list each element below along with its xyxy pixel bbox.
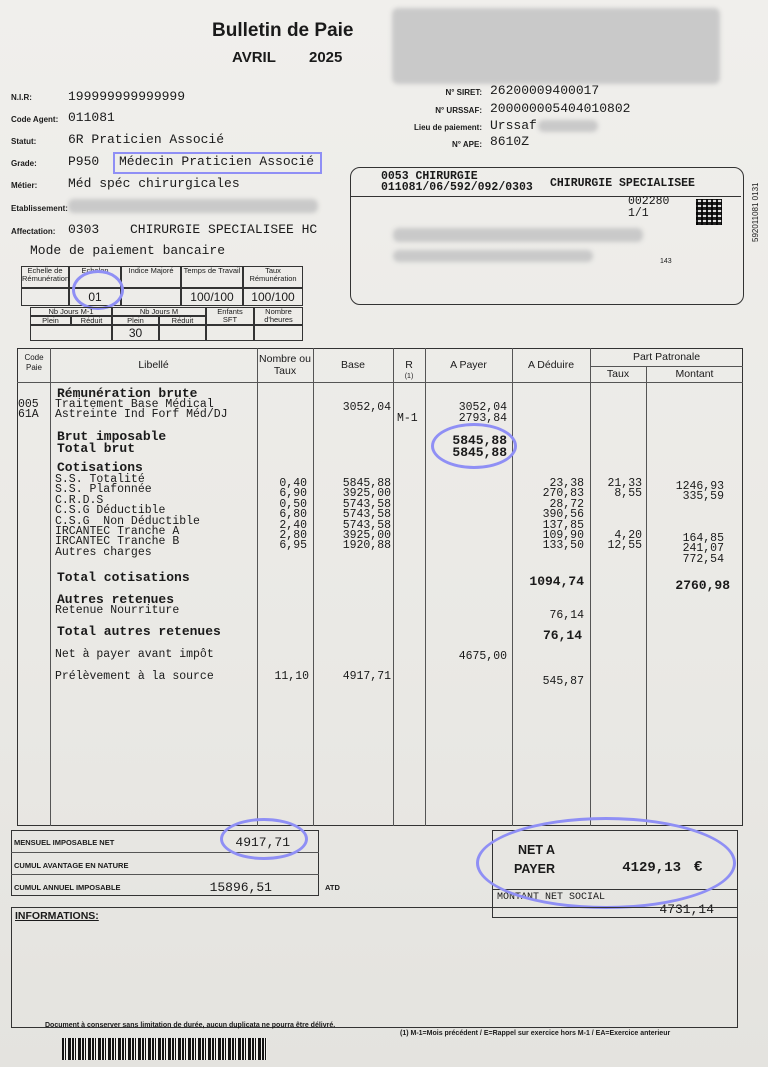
cot-taux-5: 2,40 bbox=[279, 518, 307, 532]
table-header-rule bbox=[17, 382, 743, 383]
nir-value: 199999999999999 bbox=[68, 89, 186, 104]
mensuel-highlight bbox=[220, 818, 308, 860]
pat-taux-blank-2 bbox=[590, 510, 642, 520]
indice-value bbox=[121, 288, 181, 306]
net-avant-impot-value: 4675,00 bbox=[458, 650, 507, 663]
cot-base-6: 3925,00 bbox=[342, 529, 391, 543]
rem-r: M-1 bbox=[397, 412, 418, 425]
informations-box bbox=[11, 907, 738, 1028]
urssaf-value: 200000005404010802 bbox=[490, 101, 631, 116]
reduit-value bbox=[159, 325, 206, 341]
section-cotisations: Cotisations bbox=[57, 460, 143, 475]
lieu-paiement-value: Urssaf bbox=[490, 118, 537, 133]
echelon-value: 01 bbox=[69, 288, 121, 306]
pat-taux-6: 4,20 bbox=[614, 528, 642, 542]
cot-taux bbox=[257, 479, 307, 552]
pat-taux-1: 21,33 bbox=[607, 477, 642, 490]
net-highlight bbox=[476, 817, 736, 909]
address-service: CHIRURGIE SPECIALISEE bbox=[550, 177, 695, 190]
statut-value: 6R Praticien Associé bbox=[68, 132, 225, 147]
pat-montant bbox=[646, 482, 724, 565]
rem-apayer-2: 2793,84 bbox=[458, 412, 507, 425]
col-rule-3 bbox=[313, 348, 314, 826]
cot-label-2: S.S. Plafonnée bbox=[55, 483, 152, 497]
pat-montant-blank bbox=[646, 503, 724, 534]
mode-paiement: Mode de paiement bancaire bbox=[30, 243, 226, 258]
col-montant: Montant bbox=[675, 368, 714, 380]
rem-line-1: Traitement Base Médical bbox=[55, 398, 214, 411]
heures-value bbox=[254, 325, 303, 341]
col-rule-7 bbox=[590, 348, 591, 826]
col-base: Base bbox=[341, 359, 365, 371]
net-a-payer-value: 4129,13 bbox=[622, 860, 681, 876]
nbjm1-header: Nb Jours M-1 bbox=[30, 307, 112, 316]
nbjm1-value bbox=[30, 325, 112, 341]
rem-line-2: Astreinte Ind Forf Méd/DJ bbox=[55, 408, 228, 421]
plein-value: 30 bbox=[112, 325, 159, 341]
col-part-patronale: Part Patronale bbox=[632, 351, 701, 363]
nbjm1-plein: Plein bbox=[30, 316, 71, 325]
temps-header: Temps de Travail bbox=[181, 266, 243, 288]
siret-label: N° SIRET: bbox=[445, 88, 482, 97]
pat-montant-8: 772,54 bbox=[682, 552, 724, 566]
col-rule-8 bbox=[646, 366, 647, 826]
brut-imposable-value: 5845,88 bbox=[452, 433, 507, 448]
cot-label-1: S.S. Totalité bbox=[55, 473, 145, 486]
heures-header: Nombre d'heures bbox=[254, 307, 303, 325]
rem-apayer-1: 3052,04 bbox=[458, 401, 507, 414]
affectation-code: 0303 bbox=[68, 222, 100, 237]
cot-taux-6: 2,80 bbox=[279, 529, 307, 543]
indice-header: Indice Majoré bbox=[121, 266, 181, 288]
address-line2: 011081/06/592/092/0303 bbox=[381, 181, 533, 194]
section-autres-retenues: Autres retenues bbox=[57, 592, 175, 607]
net-social-value: 4731,14 bbox=[659, 902, 714, 917]
col-apayer: A Payer bbox=[450, 359, 487, 371]
echelon-highlight bbox=[72, 270, 124, 310]
cot-label-7: IRCANTEC Tranche B bbox=[55, 535, 180, 549]
cot-label-8: Autres charges bbox=[55, 545, 152, 559]
cot-base-1: 5845,88 bbox=[342, 477, 391, 490]
redacted-employer-address bbox=[392, 8, 720, 84]
currency-symbol: € bbox=[694, 858, 703, 875]
cot-label-3: C.R.D.S bbox=[55, 493, 104, 507]
side-code: 592011081 0131 bbox=[751, 182, 760, 242]
echelon-header: Echelon bbox=[69, 266, 121, 288]
qr-code bbox=[696, 199, 722, 225]
sft-value bbox=[206, 325, 254, 341]
col-code: Code Paie bbox=[24, 353, 44, 372]
total-cotisations-label: Total cotisations bbox=[57, 570, 190, 585]
metier-value: Méd spéc chirurgicales bbox=[68, 176, 240, 191]
redacted-address-1 bbox=[393, 228, 643, 242]
enfants-header bbox=[206, 307, 254, 325]
urssaf-label: N° URSSAF: bbox=[435, 106, 482, 115]
cumul-annuel-value: 15896,51 bbox=[209, 880, 272, 895]
col-libelle: Libellé bbox=[138, 359, 169, 371]
retenue-nourriture-label: Retenue Nourriture bbox=[55, 604, 180, 617]
net-a-label: NET A bbox=[518, 843, 556, 857]
redacted-lieu bbox=[538, 120, 598, 132]
pat-taux-7: 12,55 bbox=[607, 539, 642, 553]
cot-base bbox=[313, 479, 391, 552]
siret-value: 26200009400017 bbox=[490, 83, 600, 98]
prelevement-taux: 11,10 bbox=[274, 670, 309, 683]
nbjm-plein: Plein bbox=[112, 316, 159, 325]
grade-label: Grade: bbox=[11, 159, 37, 168]
retenue-nourriture-value: 76,14 bbox=[549, 609, 584, 622]
cot-deduire-3: 28,72 bbox=[549, 497, 584, 511]
code-agent-label: Code Agent: bbox=[11, 115, 59, 124]
cot-deduire-1: 23,38 bbox=[549, 477, 584, 490]
echelle-value bbox=[21, 288, 69, 306]
cot-deduire-6: 109,90 bbox=[542, 529, 584, 543]
mensuel-value: 4917,71 bbox=[235, 835, 290, 850]
grade-value: Médecin Praticien Associé bbox=[119, 154, 315, 169]
total-cotisations-patronal: 2760,98 bbox=[675, 578, 730, 593]
cot-labels bbox=[55, 475, 200, 558]
pat-montant-2: 335,59 bbox=[682, 490, 724, 504]
section-remuneration: Rémunération brute bbox=[57, 386, 198, 401]
pat-taux-2: 8,55 bbox=[614, 487, 642, 501]
brut-imposable-label: Brut imposable bbox=[57, 429, 167, 444]
col-rule-2 bbox=[257, 348, 258, 826]
cot-base-5: 5743,58 bbox=[342, 518, 391, 532]
cot-base-3: 5743,58 bbox=[342, 497, 391, 511]
pay-year: 2025 bbox=[309, 49, 343, 66]
temps-value: 100/100 bbox=[181, 288, 243, 306]
prelevement-label: Prélèvement à la source bbox=[55, 670, 214, 683]
grade-code: P950 bbox=[68, 154, 100, 169]
cot-deduire-4: 390,56 bbox=[542, 508, 584, 522]
col-rule-1 bbox=[50, 348, 51, 826]
brut-highlight bbox=[431, 423, 517, 469]
redacted-address-2 bbox=[393, 250, 593, 262]
cot-deduire-7: 133,50 bbox=[542, 539, 584, 553]
ape-value: 8610Z bbox=[490, 134, 530, 149]
cot-taux-2: 6,90 bbox=[279, 487, 307, 501]
page-title: Bulletin de Paie bbox=[212, 20, 354, 41]
net-avant-impot-label: Net à payer avant impôt bbox=[55, 648, 214, 661]
cot-label-4: C.S.G Déductible bbox=[55, 504, 166, 518]
affectation-label: Affectation: bbox=[11, 227, 56, 236]
cumul-rule-2 bbox=[11, 874, 319, 875]
code-row-2: 61A bbox=[18, 408, 39, 421]
metier-label: Métier: bbox=[11, 181, 38, 190]
cot-label-6: IRCANTEC Tranche A bbox=[55, 525, 180, 539]
col-rule-4 bbox=[393, 348, 394, 826]
cot-taux-7: 6,95 bbox=[279, 539, 307, 553]
nbjm1-reduit: Réduit bbox=[71, 316, 112, 325]
pat-taux bbox=[590, 479, 642, 552]
pay-month: AVRIL bbox=[232, 49, 276, 66]
enfants-label: Enfants bbox=[217, 307, 243, 316]
col-adeduire: A Déduire bbox=[527, 359, 575, 371]
atd-label: ATD bbox=[325, 883, 340, 892]
barcode bbox=[62, 1038, 267, 1060]
total-autres-value: 76,14 bbox=[542, 628, 582, 643]
total-brut-label: Total brut bbox=[57, 441, 136, 456]
col-nombre: Nombre ou Taux bbox=[259, 353, 311, 377]
cumul-annuel-label: CUMUL ANNUEL IMPOSABLE bbox=[14, 883, 121, 892]
address-line1: 0053 CHIRURGIE bbox=[381, 170, 478, 183]
cot-base-7: 1920,88 bbox=[342, 539, 391, 553]
mensuel-label: MENSUEL IMPOSABLE NET bbox=[14, 838, 115, 847]
cot-base-4: 5743,58 bbox=[342, 508, 391, 522]
ape-label: N° APE: bbox=[451, 140, 482, 149]
pat-montant-7: 241,07 bbox=[682, 542, 724, 556]
address-page: 1/1 bbox=[628, 207, 649, 220]
statut-label: Statut: bbox=[11, 137, 37, 146]
prelevement-value: 545,87 bbox=[542, 675, 584, 688]
col-r-note: (1) bbox=[404, 373, 414, 380]
cot-taux-1: 0,40 bbox=[279, 477, 307, 490]
taux-header: Taux Rémunération bbox=[243, 266, 303, 288]
pat-montant-6: 164,85 bbox=[682, 532, 724, 545]
nir-label: N.I.R: bbox=[11, 93, 32, 102]
cot-taux-3: 0,50 bbox=[279, 497, 307, 511]
cot-deduire-5: 137,85 bbox=[542, 518, 584, 532]
conserver-note: Document à conserver sans limitation de durée, aucun duplicata ne pourra être délivré. bbox=[45, 1022, 336, 1029]
etablissement-label: Etablissement: bbox=[11, 204, 68, 213]
code-row-1: 005 bbox=[18, 398, 39, 411]
cot-label-5: C.S.G Non Déductible bbox=[55, 514, 200, 528]
code-agent-value: 011081 bbox=[68, 110, 115, 125]
col-r: R bbox=[405, 359, 413, 371]
cot-taux-4: 6,80 bbox=[279, 508, 307, 522]
redacted-etablissement bbox=[68, 199, 318, 213]
cot-base-2: 3925,00 bbox=[342, 487, 391, 501]
col-taux: Taux bbox=[606, 368, 630, 380]
prelevement-base: 4917,71 bbox=[342, 670, 391, 683]
cot-deduire-2: 270,83 bbox=[542, 487, 584, 501]
taux-value: 100/100 bbox=[243, 288, 303, 306]
echelle-header: Echelle de Rémunération bbox=[21, 266, 69, 288]
lieu-paiement-label: Lieu de paiement: bbox=[413, 123, 482, 132]
cot-deduire bbox=[512, 479, 584, 552]
footnote: (1) M-1=Mois précédent / E=Rappel sur exercice hors M-1 / EA=Exercice anterieur bbox=[400, 1030, 671, 1037]
net-social-label: MONTANT NET SOCIAL bbox=[497, 892, 606, 903]
informations-label: INFORMATIONS: bbox=[15, 910, 99, 922]
rem-base: 3052,04 bbox=[342, 401, 391, 414]
nbjm-header: Nb Jours M bbox=[112, 307, 206, 316]
nbjm-reduit: Réduit bbox=[159, 316, 206, 325]
affectation-value: CHIRURGIE SPECIALISEE HC bbox=[130, 222, 318, 237]
address-ref: 002280 bbox=[628, 195, 670, 208]
total-autres-label: Total autres retenues bbox=[57, 624, 221, 639]
cumul-nature-label: CUMUL AVANTAGE EN NATURE bbox=[14, 861, 129, 870]
pat-montant-1: 1246,93 bbox=[675, 480, 724, 493]
pat-taux-blank-1 bbox=[590, 500, 642, 510]
total-brut-value: 5845,88 bbox=[452, 445, 507, 460]
part-patronale-rule bbox=[590, 366, 743, 367]
total-cotisations-deduire: 1094,74 bbox=[529, 574, 584, 589]
payer-label: PAYER bbox=[514, 862, 555, 876]
address-number: 143 bbox=[660, 258, 672, 265]
sft-label: SFT bbox=[222, 315, 238, 324]
